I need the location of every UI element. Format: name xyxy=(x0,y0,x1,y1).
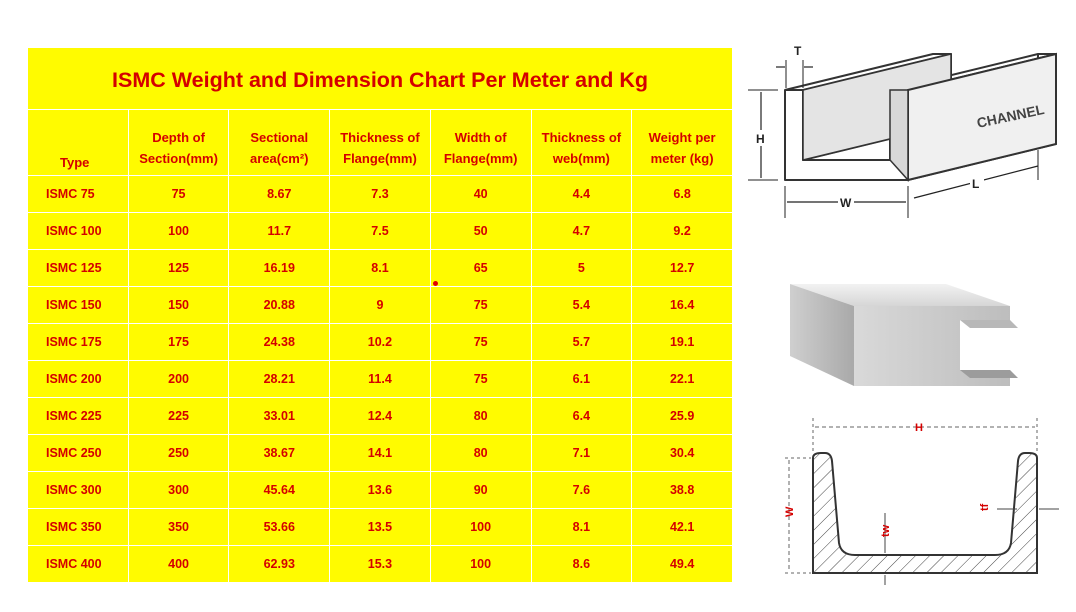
value-cell: 13.5 xyxy=(330,509,431,546)
column-header-line: Flange(mm) xyxy=(343,150,417,166)
section-dim-h: H xyxy=(915,422,923,434)
type-cell: ISMC 100 xyxy=(28,213,129,250)
section-dim-w: W xyxy=(784,506,796,517)
value-cell: 7.1 xyxy=(531,435,632,472)
channel-cross-section xyxy=(775,413,1065,593)
value-cell: 45.64 xyxy=(229,472,330,509)
value-cell: 8.6 xyxy=(531,546,632,583)
column-header-line: web(mm) xyxy=(552,150,610,166)
value-cell: 12.4 xyxy=(330,398,431,435)
column-header-line: Flange(mm) xyxy=(443,150,518,166)
dim-t-label: T xyxy=(794,44,802,58)
value-cell: 75 xyxy=(128,176,229,213)
value-cell: 49.4 xyxy=(632,546,733,583)
column-header-4 xyxy=(430,110,531,176)
type-cell: ISMC 400 xyxy=(28,546,129,583)
type-cell: ISMC 250 xyxy=(28,435,129,472)
value-cell: 38.8 xyxy=(632,472,733,509)
value-cell: 300 xyxy=(128,472,229,509)
value-cell: 12.7 xyxy=(632,250,733,287)
section-dim-tf: tf xyxy=(979,503,991,511)
red-dot-marker xyxy=(433,281,438,286)
value-cell: 75 xyxy=(430,324,531,361)
value-cell: 38.67 xyxy=(229,435,330,472)
value-cell: 13.6 xyxy=(330,472,431,509)
table-row xyxy=(28,472,733,509)
value-cell: 7.5 xyxy=(330,213,431,250)
value-cell: 42.1 xyxy=(632,509,733,546)
table-row xyxy=(28,546,733,583)
value-cell: 65 xyxy=(430,250,531,287)
value-cell: 80 xyxy=(430,398,531,435)
type-cell: ISMC 150 xyxy=(28,287,129,324)
table-row xyxy=(28,361,733,398)
table-title: ISMC Weight and Dimension Chart Per Meter and Kg xyxy=(28,48,733,110)
column-header-3 xyxy=(330,110,431,176)
value-cell: 8.67 xyxy=(229,176,330,213)
value-cell: 24.38 xyxy=(229,324,330,361)
value-cell: 20.88 xyxy=(229,287,330,324)
value-cell: 6.8 xyxy=(632,176,733,213)
type-cell: ISMC 125 xyxy=(28,250,129,287)
column-header-line: Weight per xyxy=(648,129,716,145)
value-cell: 22.1 xyxy=(632,361,733,398)
type-cell: ISMC 300 xyxy=(28,472,129,509)
table-row xyxy=(28,250,733,287)
channel-label: CHANNEL xyxy=(975,101,1046,131)
value-cell: 5.7 xyxy=(531,324,632,361)
column-header-0 xyxy=(28,110,129,176)
value-cell: 100 xyxy=(128,213,229,250)
value-cell: 100 xyxy=(430,509,531,546)
table-row xyxy=(28,287,733,324)
section-dim-tw: tw xyxy=(880,524,892,537)
value-cell: 10.2 xyxy=(330,324,431,361)
column-header-2 xyxy=(229,110,330,176)
column-header-5 xyxy=(531,110,632,176)
column-header-line: Type xyxy=(60,155,90,170)
table-row xyxy=(28,435,733,472)
header-row xyxy=(28,110,733,176)
value-cell: 90 xyxy=(430,472,531,509)
dim-h-label: H xyxy=(756,132,765,146)
column-header-line: Thickness of xyxy=(340,129,420,145)
dim-w-label: W xyxy=(840,196,852,210)
value-cell: 19.1 xyxy=(632,324,733,361)
value-cell: 33.01 xyxy=(229,398,330,435)
value-cell: 53.66 xyxy=(229,509,330,546)
value-cell: 50 xyxy=(430,213,531,250)
column-header-1 xyxy=(128,110,229,176)
value-cell: 16.19 xyxy=(229,250,330,287)
type-cell: ISMC 350 xyxy=(28,509,129,546)
table-row xyxy=(28,213,733,250)
column-header-line: Depth of xyxy=(152,129,205,145)
value-cell: 400 xyxy=(128,546,229,583)
value-cell: 4.7 xyxy=(531,213,632,250)
channel-3d-diagram xyxy=(738,40,1058,230)
table-row xyxy=(28,176,733,213)
type-cell: ISMC 75 xyxy=(28,176,129,213)
value-cell: 9.2 xyxy=(632,213,733,250)
column-header-line: meter (kg) xyxy=(650,150,714,166)
value-cell: 75 xyxy=(430,361,531,398)
type-cell: ISMC 225 xyxy=(28,398,129,435)
value-cell: 15.3 xyxy=(330,546,431,583)
value-cell: 16.4 xyxy=(632,287,733,324)
value-cell: 125 xyxy=(128,250,229,287)
value-cell: 9 xyxy=(330,287,431,324)
column-header-6 xyxy=(632,110,733,176)
value-cell: 11.7 xyxy=(229,213,330,250)
ismc-chart-table xyxy=(27,47,733,583)
value-cell: 250 xyxy=(128,435,229,472)
column-header-line: Section(mm) xyxy=(139,150,218,166)
value-cell: 8.1 xyxy=(531,509,632,546)
table-row xyxy=(28,509,733,546)
value-cell: 175 xyxy=(128,324,229,361)
value-cell: 75 xyxy=(430,287,531,324)
table-row xyxy=(28,324,733,361)
value-cell: 7.6 xyxy=(531,472,632,509)
value-cell: 40 xyxy=(430,176,531,213)
value-cell: 8.1 xyxy=(330,250,431,287)
value-cell: 5 xyxy=(531,250,632,287)
value-cell: 5.4 xyxy=(531,287,632,324)
value-cell: 14.1 xyxy=(330,435,431,472)
table-body xyxy=(28,176,733,583)
value-cell: 150 xyxy=(128,287,229,324)
value-cell: 30.4 xyxy=(632,435,733,472)
type-cell: ISMC 200 xyxy=(28,361,129,398)
value-cell: 28.21 xyxy=(229,361,330,398)
value-cell: 6.1 xyxy=(531,361,632,398)
channel-3d-rendering xyxy=(778,276,1028,392)
value-cell: 11.4 xyxy=(330,361,431,398)
type-cell: ISMC 175 xyxy=(28,324,129,361)
table-row xyxy=(28,398,733,435)
value-cell: 100 xyxy=(430,546,531,583)
value-cell: 225 xyxy=(128,398,229,435)
column-header-line: Sectional xyxy=(250,129,309,145)
value-cell: 350 xyxy=(128,509,229,546)
column-header-line: area(cm²) xyxy=(249,150,309,166)
value-cell: 62.93 xyxy=(229,546,330,583)
value-cell: 7.3 xyxy=(330,176,431,213)
value-cell: 25.9 xyxy=(632,398,733,435)
dim-l-label: L xyxy=(972,177,980,191)
value-cell: 4.4 xyxy=(531,176,632,213)
value-cell: 6.4 xyxy=(531,398,632,435)
value-cell: 80 xyxy=(430,435,531,472)
column-header-line: Thickness of xyxy=(541,129,622,145)
value-cell: 200 xyxy=(128,361,229,398)
column-header-line: Width of xyxy=(454,129,507,145)
